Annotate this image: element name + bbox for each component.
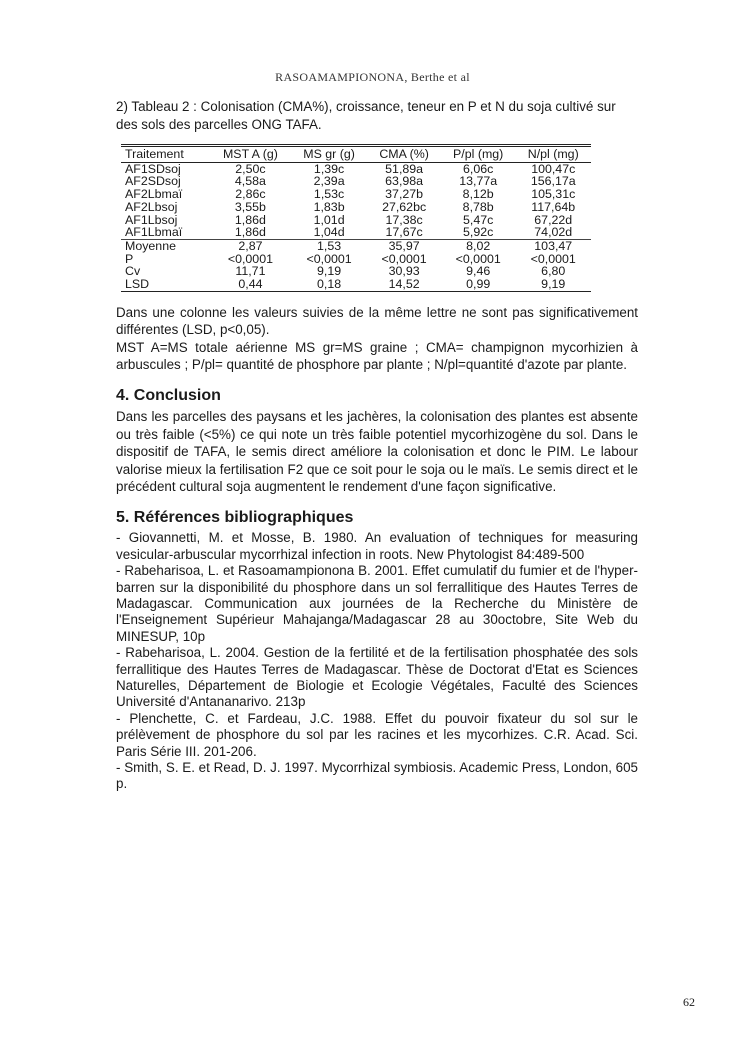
table-cell: 0,18	[291, 278, 367, 291]
table-cell: 74,02d	[534, 225, 573, 240]
table-cell: 2,87	[210, 239, 291, 252]
table-cell: 11,71	[235, 264, 266, 279]
table-cell: AF2Lbsoj	[125, 199, 178, 214]
table-cell: 1,53	[291, 239, 367, 252]
column-header: Traitement	[121, 146, 210, 163]
table-cell: 2,50c	[235, 161, 266, 176]
table-cell: 2,39a	[313, 174, 345, 189]
table-cell: 51,89a	[385, 161, 424, 176]
table-row	[121, 214, 591, 227]
table-cell: 1,83b	[313, 199, 345, 214]
table-cell: Moyenne	[121, 239, 210, 252]
results-table	[121, 144, 591, 292]
table-cell: 1,04d	[313, 225, 345, 240]
table-cell: 63,98a	[385, 174, 424, 189]
table-cell: Cv	[125, 264, 141, 279]
table-cell: 1,86d	[234, 225, 266, 240]
table-cell: 105,31c	[531, 187, 576, 202]
table-row	[121, 162, 591, 175]
table-cell: 9,19	[515, 278, 591, 291]
table-cell: 3,55b	[234, 199, 266, 214]
column-header: MST A (g)	[210, 146, 291, 163]
reference-item: - Smith, S. E. et Read, D. J. 1997. Mycorrhizal symbiosis. Academic Press, London, 605 p.	[116, 760, 638, 792]
column-header: MS gr (g)	[291, 146, 367, 163]
table-row	[121, 175, 591, 188]
table-cell: 8,78b	[462, 199, 494, 214]
table-cell: 5,92c	[463, 225, 494, 240]
table-stats-row-cv	[121, 265, 591, 278]
references-list	[116, 530, 638, 793]
table-cell: 8,12b	[462, 187, 494, 202]
column-header: N/pl (mg)	[515, 146, 591, 163]
table-cell: 67,22d	[534, 212, 573, 227]
table-row	[121, 201, 591, 214]
running-header: RASOAMAMPIONONA, Berthe et al	[275, 70, 470, 84]
table-cell: 103,47	[515, 239, 591, 252]
table-stats-row-mean	[121, 239, 591, 252]
table-cell: LSD	[121, 278, 210, 291]
table-cell: <0,0001	[381, 251, 427, 266]
table-cell: 0,44	[210, 278, 291, 291]
table-row	[121, 226, 591, 239]
reference-item: - Giovannetti, M. et Mosse, B. 1980. An evaluation of techniques for measuring vesicular-arbuscular mycorrhizal infection in roots. New Phytologist 84:489-500	[116, 530, 638, 562]
table-cell: 9,19	[317, 264, 342, 279]
table-cell: AF2Lbmaï	[125, 187, 183, 202]
reference-item: - Rabeharisoa, L. et Rasoamampionona B. 2001. Effet cumulatif du fumier et de l'hyper-barren sur la disponibilité du phosphore dans un sol ferrallitique des Hautes Terres de Madagascar. Communication aux journées de la Recherche du Ministère de l'Enseignement Supérieur Mahajanga/Madagascar 28 au 30octobre, Site Web du MINESUP, 10p	[116, 563, 638, 644]
table-cell: AF2SDsoj	[125, 174, 181, 189]
table-cell: 156,17a	[530, 174, 576, 189]
table-cell: <0,0001	[227, 251, 273, 266]
table-caption: 2) Tableau 2 : Colonisation (CMA%), croissance, teneur en P et N du soja cultivé sur des sols des parcelles ONG TAFA.	[116, 99, 616, 132]
column-header: P/pl (mg)	[441, 146, 516, 163]
table-cell: 13,77a	[459, 174, 498, 189]
table-cell: 4,58a	[234, 174, 266, 189]
page-number: 62	[683, 995, 695, 1009]
table-cell: <0,0001	[455, 251, 501, 266]
table-cell: 0,99	[441, 278, 516, 291]
table-cell: 1,86d	[234, 212, 266, 227]
table-abbreviations: MST A=MS totale aérienne MS gr=MS graine ; CMA= champignon mycorhizien à arbuscules ; P/pl= quantité de phosphore par plante ; N/pl=quantité d'azote par plante.	[116, 339, 638, 372]
table-cell: 100,47c	[531, 161, 576, 176]
table-cell: 2,86c	[235, 187, 266, 202]
table-cell: <0,0001	[306, 251, 352, 266]
table-cell: 117,64b	[531, 199, 576, 214]
table-cell: <0,0001	[530, 251, 576, 266]
table-row	[121, 188, 591, 201]
table-cell: AF1Lbmaï	[125, 225, 183, 240]
table-stats-row-lsd	[121, 278, 591, 291]
column-header: CMA (%)	[367, 146, 441, 163]
conclusion-heading: 4. Conclusion	[116, 387, 221, 405]
table-cell: 17,38c	[385, 212, 423, 227]
table-stats-row-p	[121, 253, 591, 266]
table-cell: 27,62bc	[382, 199, 427, 214]
table-cell: 1,39c	[313, 161, 345, 176]
table-cell: AF1SDsoj	[125, 161, 181, 176]
reference-item: - Rabeharisoa, L. 2004. Gestion de la fertilité et de la fertilisation phosphatée des sols ferrallitique des Hautes Terres de Madagascar. Thèse de Doctorat d'Etat es Sciences Naturelles, Département de Biologie et Ecologie Végétales, Faculté des Sciences Université d'Antananarivo. 213p	[116, 645, 638, 710]
table-cell: 1,01d	[313, 212, 345, 227]
table-cell: 37,27b	[385, 187, 424, 202]
table-cell: 30,93	[388, 264, 420, 279]
table-note: Dans une colonne les valeurs suivies de la même lettre ne sont pas significativement différentes (LSD, p<0,05).	[116, 304, 638, 338]
table-cell: 1,53c	[313, 187, 345, 202]
table-cell: 6,06c	[463, 161, 494, 176]
table-cell: 6,80	[541, 264, 566, 279]
table-cell: 14,52	[367, 278, 441, 291]
table-cell: 8,02	[441, 239, 516, 252]
table-cell: AF1Lbsoj	[125, 212, 178, 227]
references-heading: 5. Références bibliographiques	[116, 509, 354, 527]
reference-item: - Plenchette, C. et Fardeau, J.C. 1988. Effet du pouvoir fixateur du sol sur le prélèvement de phosphore du sol par les racines et les mycorhizes. C.R. Acad. Sci. Paris Série III. 201-206.	[116, 710, 638, 759]
page-content	[116, 98, 638, 793]
table-header-row	[121, 146, 591, 163]
table-cell: 17,67c	[385, 225, 423, 240]
table-cell: 35,97	[367, 239, 441, 252]
table-cell: P	[125, 251, 134, 266]
conclusion-text: Dans les parcelles des paysans et les jachères, la colonisation des plantes est absente ou très faible (<5%) ce qui note un très faible potentiel mycorhizogène du sol. Dans le dispositif de TAFA, le semis direct améliore la colonisation et donc le PIM. Le labour valorise mieux la fertilisation F2 que ce soit pour le soja ou le maïs. Le semis direct et le précédent cultural soja augmentent le rendement d'une façon significative.	[116, 409, 638, 494]
table-cell: 5,47c	[463, 212, 494, 227]
table-cell: 9,46	[466, 264, 491, 279]
